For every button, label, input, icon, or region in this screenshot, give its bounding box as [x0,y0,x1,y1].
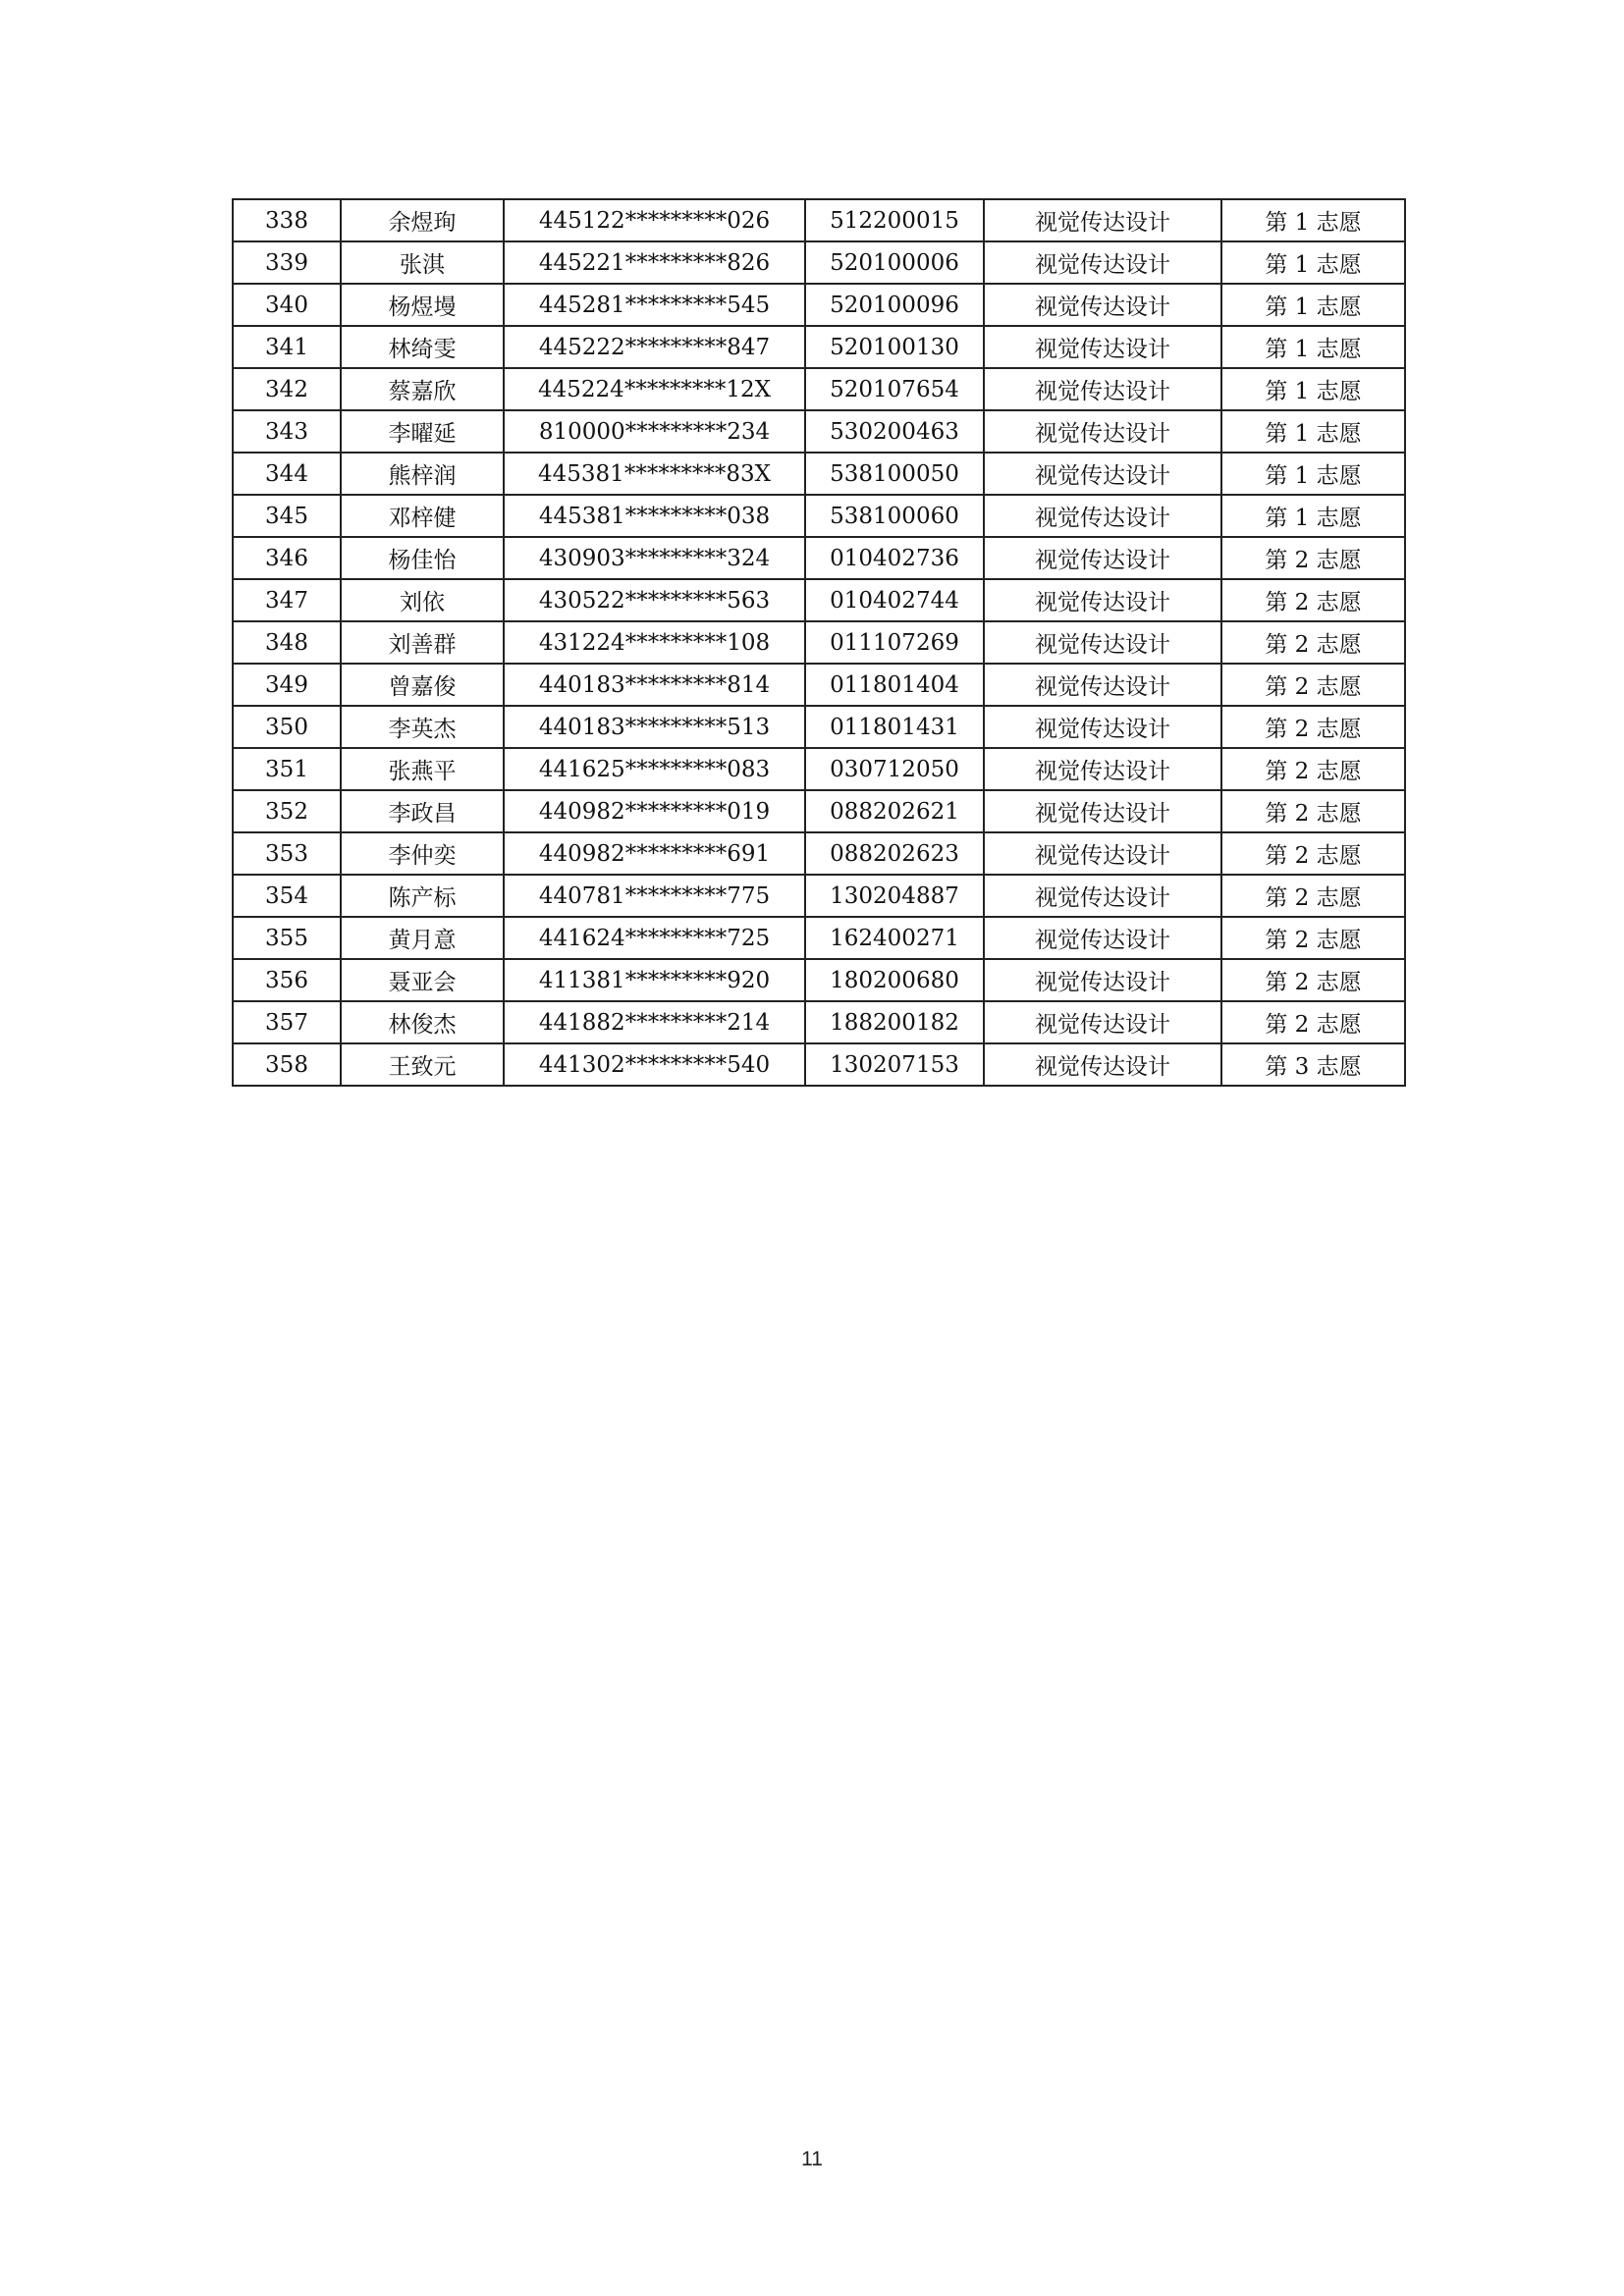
id-number-cell: 431224*********108 [504,621,805,664]
major-cell: 视觉传达设计 [984,917,1221,959]
table-row [233,832,1405,875]
exam-number-cell: 130207153 [805,1043,984,1086]
id-number-cell: 445381*********038 [504,495,805,537]
choice-rank-cell: 第 2 志愿 [1221,706,1405,748]
choice-rank-cell: 第 1 志愿 [1221,199,1405,241]
choice-rank-cell: 第 1 志愿 [1221,241,1405,284]
table-row [233,284,1405,326]
exam-number-cell: 538100060 [805,495,984,537]
exam-number-cell: 520100006 [805,241,984,284]
exam-number-cell: 162400271 [805,917,984,959]
student-name-cell: 聂亚会 [341,959,504,1001]
major-cell: 视觉传达设计 [984,748,1221,790]
id-number-cell: 440982*********019 [504,790,805,832]
choice-rank-cell: 第 2 志愿 [1221,875,1405,917]
choice-rank-cell: 第 1 志愿 [1221,368,1405,410]
row-number-cell: 339 [233,241,341,284]
id-number-cell: 440183*********513 [504,706,805,748]
student-name-cell: 李曜延 [341,410,504,453]
row-number-cell: 351 [233,748,341,790]
id-number-cell: 440183*********814 [504,664,805,706]
choice-rank-cell: 第 2 志愿 [1221,579,1405,621]
student-name-cell: 李政昌 [341,790,504,832]
table-row [233,748,1405,790]
choice-rank-cell: 第 1 志愿 [1221,410,1405,453]
exam-number-cell: 520100130 [805,326,984,368]
table-row [233,917,1405,959]
major-cell: 视觉传达设计 [984,453,1221,495]
student-name-cell: 林绮雯 [341,326,504,368]
id-number-cell: 441302*********540 [504,1043,805,1086]
row-number-cell: 345 [233,495,341,537]
major-cell: 视觉传达设计 [984,368,1221,410]
id-number-cell: 411381*********920 [504,959,805,1001]
exam-number-cell: 011801431 [805,706,984,748]
id-number-cell: 430522*********563 [504,579,805,621]
student-name-cell: 李仲奕 [341,832,504,875]
student-name-cell: 蔡嘉欣 [341,368,504,410]
student-name-cell: 余煜珣 [341,199,504,241]
exam-number-cell: 011107269 [805,621,984,664]
student-name-cell: 王致元 [341,1043,504,1086]
row-number-cell: 355 [233,917,341,959]
exam-number-cell: 538100050 [805,453,984,495]
major-cell: 视觉传达设计 [984,326,1221,368]
major-cell: 视觉传达设计 [984,1001,1221,1043]
id-number-cell: 441625*********083 [504,748,805,790]
exam-number-cell: 130204887 [805,875,984,917]
row-number-cell: 344 [233,453,341,495]
choice-rank-cell: 第 1 志愿 [1221,326,1405,368]
student-name-cell: 熊梓润 [341,453,504,495]
major-cell: 视觉传达设计 [984,495,1221,537]
choice-rank-cell: 第 2 志愿 [1221,664,1405,706]
table-row [233,495,1405,537]
row-number-cell: 340 [233,284,341,326]
choice-rank-cell: 第 1 志愿 [1221,495,1405,537]
admission-list-table [232,198,1406,1087]
id-number-cell: 441882*********214 [504,1001,805,1043]
table-row [233,453,1405,495]
id-number-cell: 441624*********725 [504,917,805,959]
exam-number-cell: 520100096 [805,284,984,326]
table-row [233,241,1405,284]
major-cell: 视觉传达设计 [984,790,1221,832]
choice-rank-cell: 第 2 志愿 [1221,537,1405,579]
id-number-cell: 445221*********826 [504,241,805,284]
table-body [233,199,1405,1086]
row-number-cell: 354 [233,875,341,917]
major-cell: 视觉传达设计 [984,875,1221,917]
exam-number-cell: 011801404 [805,664,984,706]
major-cell: 视觉传达设计 [984,664,1221,706]
major-cell: 视觉传达设计 [984,284,1221,326]
table-row [233,706,1405,748]
major-cell: 视觉传达设计 [984,1043,1221,1086]
exam-number-cell: 512200015 [805,199,984,241]
id-number-cell: 430903*********324 [504,537,805,579]
id-number-cell: 445281*********545 [504,284,805,326]
major-cell: 视觉传达设计 [984,537,1221,579]
choice-rank-cell: 第 3 志愿 [1221,1043,1405,1086]
exam-number-cell: 520107654 [805,368,984,410]
table-row [233,1043,1405,1086]
id-number-cell: 445222*********847 [504,326,805,368]
row-number-cell: 357 [233,1001,341,1043]
row-number-cell: 343 [233,410,341,453]
row-number-cell: 347 [233,579,341,621]
row-number-cell: 346 [233,537,341,579]
choice-rank-cell: 第 2 志愿 [1221,1001,1405,1043]
major-cell: 视觉传达设计 [984,579,1221,621]
table-row [233,875,1405,917]
student-name-cell: 黄月意 [341,917,504,959]
row-number-cell: 358 [233,1043,341,1086]
table-row [233,579,1405,621]
choice-rank-cell: 第 1 志愿 [1221,453,1405,495]
exam-number-cell: 010402744 [805,579,984,621]
major-cell: 视觉传达设计 [984,621,1221,664]
row-number-cell: 356 [233,959,341,1001]
student-name-cell: 刘善群 [341,621,504,664]
student-name-cell: 杨佳怡 [341,537,504,579]
id-number-cell: 445122*********026 [504,199,805,241]
major-cell: 视觉传达设计 [984,410,1221,453]
major-cell: 视觉传达设计 [984,199,1221,241]
choice-rank-cell: 第 2 志愿 [1221,748,1405,790]
student-name-cell: 杨煜墁 [341,284,504,326]
page-number: 11 [801,2148,823,2170]
exam-number-cell: 188200182 [805,1001,984,1043]
exam-number-cell: 530200463 [805,410,984,453]
student-name-cell: 曾嘉俊 [341,664,504,706]
major-cell: 视觉传达设计 [984,832,1221,875]
student-name-cell: 林俊杰 [341,1001,504,1043]
choice-rank-cell: 第 2 志愿 [1221,917,1405,959]
student-name-cell: 刘依 [341,579,504,621]
exam-number-cell: 088202621 [805,790,984,832]
exam-number-cell: 010402736 [805,537,984,579]
table-row [233,368,1405,410]
major-cell: 视觉传达设计 [984,241,1221,284]
student-name-cell: 陈产标 [341,875,504,917]
table-row [233,199,1405,241]
table-row [233,410,1405,453]
exam-number-cell: 088202623 [805,832,984,875]
id-number-cell: 810000*********234 [504,410,805,453]
choice-rank-cell: 第 1 志愿 [1221,284,1405,326]
table-row [233,537,1405,579]
student-name-cell: 张淇 [341,241,504,284]
choice-rank-cell: 第 2 志愿 [1221,832,1405,875]
row-number-cell: 352 [233,790,341,832]
table-row [233,1001,1405,1043]
row-number-cell: 350 [233,706,341,748]
table-row [233,664,1405,706]
id-number-cell: 440781*********775 [504,875,805,917]
major-cell: 视觉传达设计 [984,706,1221,748]
choice-rank-cell: 第 2 志愿 [1221,959,1405,1001]
table-row [233,621,1405,664]
row-number-cell: 341 [233,326,341,368]
choice-rank-cell: 第 2 志愿 [1221,790,1405,832]
student-name-cell: 张燕平 [341,748,504,790]
row-number-cell: 348 [233,621,341,664]
id-number-cell: 445381*********83X [504,453,805,495]
choice-rank-cell: 第 2 志愿 [1221,621,1405,664]
row-number-cell: 349 [233,664,341,706]
major-cell: 视觉传达设计 [984,959,1221,1001]
id-number-cell: 445224*********12X [504,368,805,410]
row-number-cell: 353 [233,832,341,875]
row-number-cell: 342 [233,368,341,410]
student-name-cell: 邓梓健 [341,495,504,537]
id-number-cell: 440982*********691 [504,832,805,875]
table-row [233,326,1405,368]
row-number-cell: 338 [233,199,341,241]
exam-number-cell: 030712050 [805,748,984,790]
table-row [233,959,1405,1001]
student-name-cell: 李英杰 [341,706,504,748]
table-row [233,790,1405,832]
exam-number-cell: 180200680 [805,959,984,1001]
